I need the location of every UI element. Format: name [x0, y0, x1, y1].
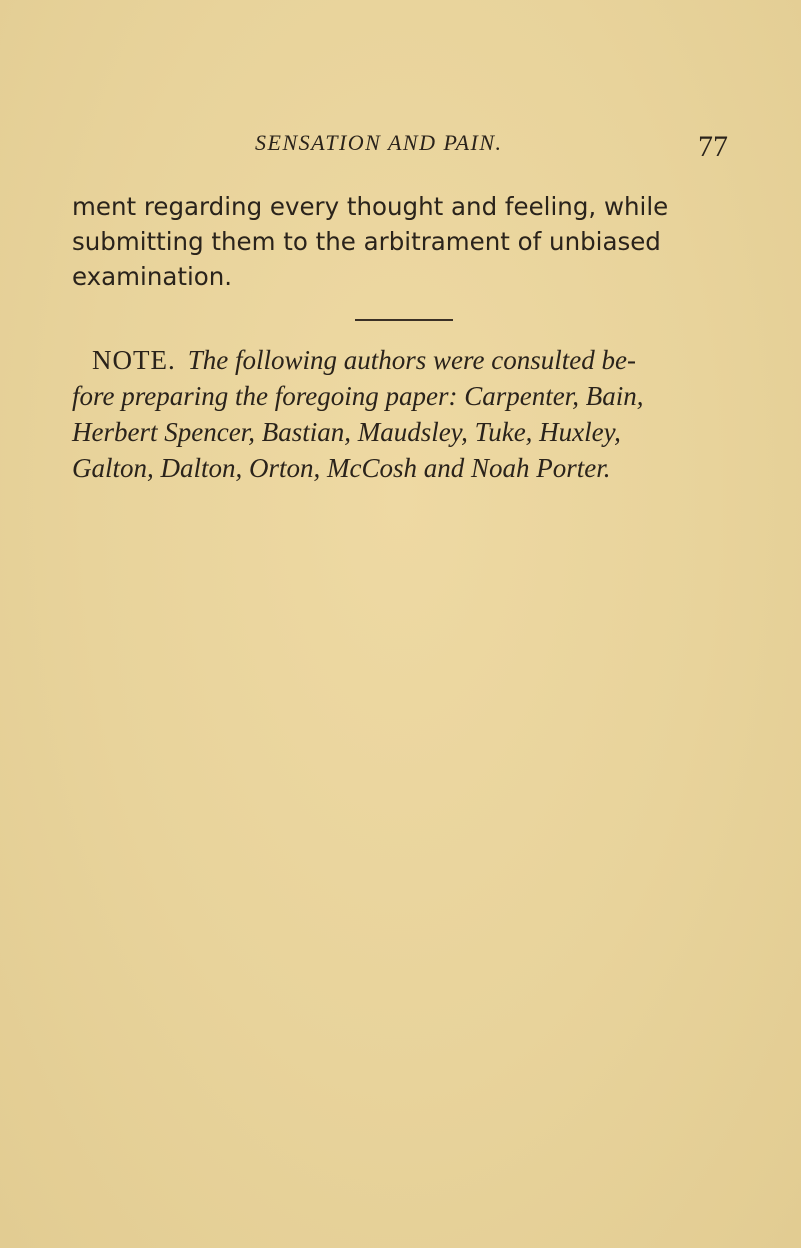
body-line: examination. — [72, 262, 233, 291]
note-paragraph — [72, 342, 762, 486]
body-line: ment regarding every thought and feeling, while — [72, 192, 669, 221]
note-first-line-text: The following authors were consulted be- — [187, 345, 636, 375]
section-divider — [355, 319, 453, 321]
running-head: SENSATION AND PAIN. — [255, 130, 503, 155]
body-paragraph — [72, 189, 742, 294]
note-line: fore preparing the foregoing paper: Carpenter, Bain, — [72, 381, 644, 411]
note-line: Herbert Spencer, Bastian, Maudsley, Tuke, Huxley, — [72, 417, 621, 447]
note-line: Galton, Dalton, Orton, McCosh and Noah Porter. — [72, 453, 611, 483]
note-line — [92, 342, 762, 378]
body-line: submitting them to the arbitrament of unbiased — [72, 227, 661, 256]
page-number: 77 — [698, 130, 728, 163]
note-label: NOTE. — [92, 345, 176, 375]
